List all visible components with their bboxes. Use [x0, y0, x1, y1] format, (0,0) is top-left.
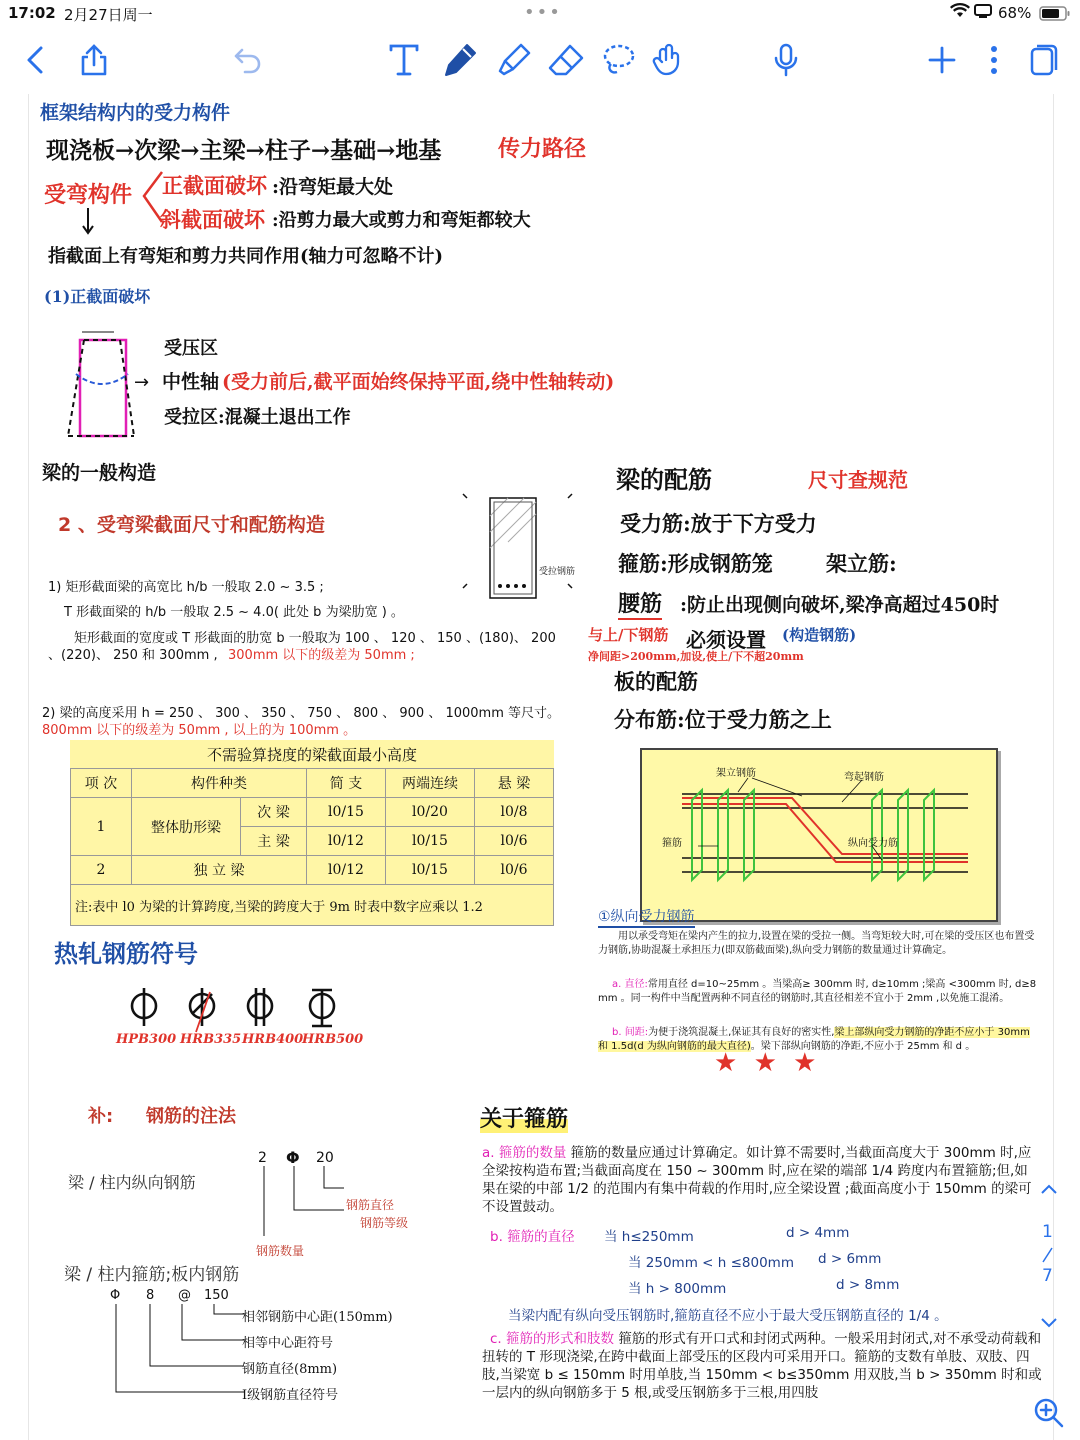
stir-label-3: 钢筋直径(8mm) [242, 1362, 338, 1377]
long-bar-a-label: a. 直径: [612, 979, 648, 990]
stirrup-a-title: a. 箍筋的数量 [482, 1145, 567, 1161]
eraser-icon[interactable] [546, 40, 586, 80]
book-p1b: T 形截面梁的 h/b 一般取 2.5 ~ 4.0( 此处 b 为梁肋宽 ) 。 [64, 605, 404, 620]
table-cell: l0/6 [475, 827, 554, 856]
waist-bar-label: 腰筋 [618, 587, 662, 620]
table-cell: l0/15 [386, 827, 475, 856]
stir-label-2: 相等中心距符号 [242, 1336, 334, 1351]
scroll-up-icon[interactable] [1040, 1180, 1058, 1199]
stirrup-b-row1a: 当 h≤250mm [604, 1229, 694, 1245]
supplement-title: 钢筋的注法 [146, 1106, 236, 1127]
erect-bar-note: 架立筋: [826, 551, 897, 576]
pages-icon[interactable] [1024, 40, 1064, 80]
label-bar-count: 钢筋数量 [256, 1244, 305, 1258]
stirrup-note: 箍筋:形成钢筋笼 [618, 551, 773, 576]
rebar-grade-symbols [122, 984, 362, 1038]
stirrup-a-text: 箍筋的数量应通过计算确定。如计算不需要时,当截面高度大于 300mm 时,应全梁按构造布置;当截面高度在 150 ~ 300mm 时,应在梁的端部 1/4 跨度内布置箍筋;但,如果在梁的中部 1/2 的范围内有集中荷载的作用时,应全梁设置 ;截面高度小于 150mm 的梁可不设置鼓动。 [482, 1145, 1032, 1215]
long-bar-b-text2: 梁上部纵向受力钢筋的净距不应小于 30mm 和 1.5d(d 为纵向钢筋的最大直径) [598, 1027, 1030, 1052]
bending-member-label: 受弯构件 [44, 182, 133, 208]
must-set-note: 必须设置 [686, 628, 766, 652]
stir-label-4: I级钢筋直径符号 [242, 1388, 339, 1403]
stir-notation-spacing: 150 [204, 1288, 229, 1303]
beam-rebar-heading: 梁的配筋 [616, 465, 712, 494]
beam-general-heading: 梁的一般构造 [42, 462, 157, 484]
table-cell: 整体肋形梁 [132, 798, 241, 856]
section-1-title: (1)正截面破坏 [44, 287, 151, 306]
table-header: 项 次 [71, 769, 132, 798]
table-note: 注:表中 l0 为梁的计算跨度,当梁的跨度大于 9m 时表中数字应乘以 1.2 [71, 885, 554, 926]
screen-icon [974, 4, 992, 23]
size-spec-note: 尺寸查规范 [808, 468, 908, 492]
neutral-axis-note: (受力前后,截平面始终保持平面,绕中性轴转动) [222, 371, 615, 393]
beam-cross-section-figure [460, 492, 590, 614]
long-bar-b-text3: 。梁下部纵向钢筋的净距,不应小于 25mm 和 d 。 [750, 1041, 976, 1052]
compression-zone-label: 受压区 [164, 338, 218, 359]
long-bar-b-label: b. 间距: [612, 1027, 649, 1038]
book-p2a: 2) 梁的高度采用 h = 250 、 300 、 350 、 750 、 800 、 900 、 1000mm 等尺寸。 [42, 706, 561, 721]
diagram-label-erect: 架立钢筋 [716, 768, 756, 779]
notation-symbol: Φ [286, 1148, 300, 1167]
label-bar-grade: 钢筋等级 [360, 1216, 409, 1230]
long-bar-p1: 用以承受弯矩在梁内产生的拉力,设置在梁的受拉一侧。当弯矩较大时,可在梁的受压区也布置受力钢筋,协助混凝土承担压力(即双筋截面梁),纵向受力钢筋的数量通过计算确定。 [598, 931, 1035, 956]
notation-count: 2 [258, 1150, 267, 1166]
page-number: 1 [1042, 1222, 1053, 1242]
book-p1a: 1) 矩形截面梁的高宽比 h/b 一般取 2.0 ~ 3.5 ; [48, 580, 324, 595]
highlighter-icon[interactable] [494, 40, 534, 80]
more-icon[interactable] [974, 40, 1014, 80]
table-cell: 主 梁 [241, 827, 307, 856]
stirrup-c-title: c. 箍筋的形式和肢数 [490, 1331, 615, 1347]
stirrup-b-row3b: d > 8mm [836, 1277, 900, 1293]
zoom-icon[interactable] [1032, 1396, 1066, 1434]
table-cell: l0/6 [475, 856, 554, 885]
table-header: 两端连续 [386, 769, 475, 798]
toolbar [0, 26, 1080, 94]
shape-tool-icon[interactable] [650, 40, 690, 80]
main-bar-note: 受力筋:放于下方受力 [620, 511, 817, 536]
page-total: 7 [1042, 1266, 1053, 1286]
book-p1c: 矩形截面的宽度或 T 形截面的肋宽 b 一般取为 100 、 120 、 150 、(180)、 200 [74, 631, 556, 646]
about-stirrup-heading: 关于箍筋 [480, 1102, 568, 1133]
table-cell: l0/12 [307, 856, 386, 885]
normal-section-failure: 正截面破坏 [162, 173, 267, 198]
scroll-down-icon[interactable] [1040, 1314, 1058, 1333]
stirrup-c [482, 1330, 1042, 1406]
heading-frame-members: 框架结构内的受力构件 [40, 102, 231, 124]
table-cell: l0/15 [386, 856, 475, 885]
long-bar-a-text: 常用直径 d=10~25mm 。当梁高≥ 300mm 时, d≥10mm ;梁高 <300mm 时, d≥8 mm 。同一构件中当配置两种不同直径的钢筋时,其直径相差不宜小于 2mm ,以免施工混淆。 [598, 979, 1037, 1004]
share-icon[interactable] [74, 40, 114, 80]
waist-bar-desc: :防止出现侧向破坏,梁净高超过450时 [680, 594, 1000, 616]
back-icon[interactable] [16, 40, 56, 80]
book-section-title: 2 、受弯梁截面尺寸和配筋构造 [58, 514, 325, 536]
grade-hpb300: HPB300 [116, 1032, 177, 1047]
stir-notation-diameter: 8 [146, 1288, 155, 1303]
clear-spacing-note: 净间距>200mm,加设,使上/下不超20mm [588, 650, 804, 663]
oblique-section-desc: :沿剪力最大或剪力和弯矩都较大 [272, 210, 531, 231]
diagram-label-bent: 弯起钢筋 [844, 772, 884, 783]
multitask-dots-icon[interactable]: ••• [524, 2, 562, 23]
stirrup-b-note: 当梁内配有纵向受压钢筋时,箍筋直径不应小于最大受压钢筋直径的 1/4 。 [508, 1308, 948, 1324]
stirrup-b-row2a: 当 250mm < h ≤800mm [628, 1255, 794, 1271]
stirrup-b-row1b: d > 4mm [786, 1225, 850, 1241]
distribution-bar-note: 分布筋:位于受力筋之上 [614, 707, 832, 732]
down-arrow-icon [80, 206, 96, 240]
updown-bar-note: 与上/下钢筋 [588, 626, 669, 644]
book-p1d: 、(220)、 250 和 300mm , [48, 648, 218, 663]
lasso-icon[interactable] [598, 40, 638, 80]
undo-icon[interactable] [228, 40, 268, 80]
stirrup-a [482, 1144, 1038, 1216]
table-caption: 不需验算挠度的梁截面最小高度 [206, 745, 417, 764]
table-header: 悬 梁 [475, 769, 554, 798]
wifi-icon [950, 3, 970, 23]
text-tool-icon[interactable] [384, 40, 424, 80]
stir-notation-at: @ [178, 1288, 191, 1303]
stirrup-b-row3a: 当 h > 800mm [628, 1281, 727, 1297]
arrow-right-icon: → [134, 372, 150, 393]
table-cell: 1 [71, 798, 132, 856]
neutral-axis-label: 中性轴 [162, 371, 220, 393]
stir-label-1: 相邻钢筋中心距(150mm) [242, 1310, 393, 1325]
table-cell: 独 立 梁 [132, 856, 307, 885]
label-bar-diameter: 钢筋直径 [346, 1198, 395, 1212]
table-cell: l0/12 [307, 827, 386, 856]
rebar-cage-diagram [640, 748, 998, 922]
stirrup-b-title: b. 箍筋的直径 [490, 1229, 575, 1245]
oblique-section-failure: 斜截面破坏 [160, 207, 265, 232]
stirrup-b-row2b: d > 6mm [818, 1251, 882, 1267]
table-cell: l0/20 [386, 798, 475, 827]
long-bar-title: ①纵向受力钢筋 [598, 906, 695, 928]
long-bar-label: 梁 / 柱内纵向钢筋 [68, 1173, 196, 1192]
grade-hrb400: HRB400 [242, 1032, 304, 1047]
long-bar-b-text1: 为便于浇筑混凝土,保证其有良好的密实性, [648, 1027, 835, 1038]
battery-percent: 68% [998, 4, 1032, 22]
stir-notation-symbol: Φ [110, 1288, 121, 1303]
grade-hrb500: HRB500 [302, 1032, 364, 1047]
pen-icon[interactable] [440, 40, 480, 80]
normal-section-desc: :沿弯矩最大处 [272, 176, 394, 198]
table-header: 构件种类 [132, 769, 307, 798]
notation-diameter: 20 [316, 1150, 334, 1166]
table-header: 简 支 [307, 769, 386, 798]
book-p2b: 800mm 以下的级差为 50mm , 以上的为 100mm 。 [42, 723, 357, 738]
add-icon[interactable] [922, 40, 962, 80]
status-bar [0, 0, 1080, 26]
table-cell: l0/15 [307, 798, 386, 827]
stir-leader-lines [110, 1304, 250, 1400]
star-marks: ★ ★ ★ [714, 1048, 821, 1078]
supplement-label: 补: [88, 1106, 114, 1127]
load-path-chain: 现浇板→次梁→主梁→柱子→基础→地基 [46, 137, 442, 164]
table-cell: 次 梁 [241, 798, 307, 827]
status-time: 17:02 [8, 4, 56, 22]
notation-leader-lines [240, 1166, 350, 1250]
load-path-label: 传力路径 [498, 136, 587, 162]
mic-icon[interactable] [766, 40, 806, 80]
table-cell: l0/8 [475, 798, 554, 827]
slab-rebar-heading: 板的配筋 [614, 669, 698, 694]
min-depth-table [70, 740, 554, 926]
grade-hrb335: HRB335 [180, 1032, 242, 1047]
battery-icon [1039, 6, 1071, 26]
stirrup-c-text: 箍筋的形式有开口式和封闭式两种。一般采用封闭式,对不承受动荷载和扭转的 T 形现浇梁,在跨中截面上部受压的区段内可采用开口。箍筋的支数有单肢、双肢、四肢,当梁宽 b ≤ 150mm 时用单肢,当 150mm < b≤350mm 用双肢,当 b > 350mm 时和或一层内的纵向钢筋多于 5 根,或受压钢筋多于三根,用四肢 [482, 1331, 1042, 1401]
status-date: 2月27日周一 [64, 6, 153, 24]
book-p1e: 300mm 以下的级差为 50mm ; [228, 648, 415, 663]
stirrup-slab-label: 梁 / 柱内箍筋;板内钢筋 [64, 1265, 240, 1285]
diagram-label-longitudinal: 纵向受力筋 [848, 838, 898, 849]
page-divider-icon [1040, 1246, 1054, 1268]
diagram-label-stirrup: 箍筋 [662, 838, 682, 849]
hot-rolled-heading: 热轧钢筋符号 [54, 939, 198, 968]
tension-bar-figure-label: 受拉钢筋 [539, 567, 576, 577]
table-cell: 2 [71, 856, 132, 885]
long-bar-a [598, 978, 1040, 1006]
tension-zone-label: 受拉区:混凝土退出工作 [164, 407, 351, 428]
meaning-text: 指截面上有弯矩和剪力共同作用(轴力可忽略不计) [48, 246, 444, 267]
construct-bar-note: (构造钢筋) [782, 626, 857, 644]
